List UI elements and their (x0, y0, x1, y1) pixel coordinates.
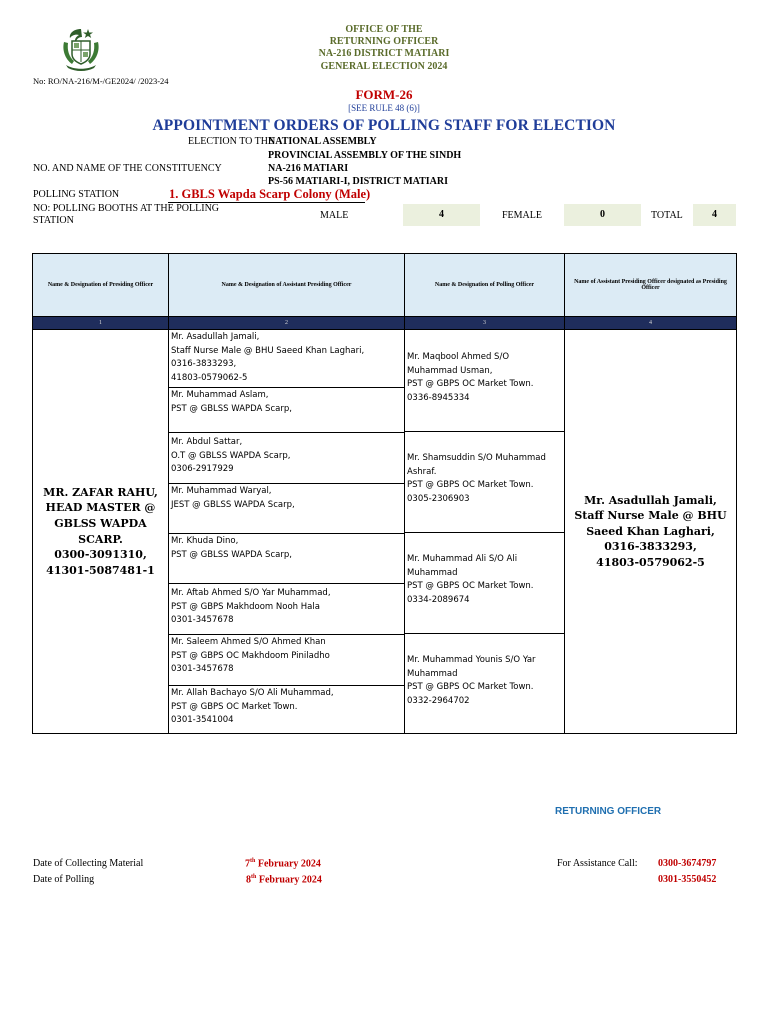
cell-line: Muhammad Usman, (407, 365, 493, 376)
male-label: MALE (320, 210, 349, 221)
column-number: 4 (565, 317, 737, 330)
cell-line: 0301-3457678 (171, 664, 234, 675)
cell-line: JEST @ GBLSS WAPDA Scarp, (171, 499, 295, 510)
polling-date-label: Date of Polling (33, 874, 95, 885)
header-designated-presiding-officer: Name of Assistant Presiding Officer designated as Presiding Officer (565, 254, 737, 317)
list-item (169, 634, 404, 685)
total-count: 4 (693, 204, 736, 226)
constituency-ps: PS-56 MATIARI-I, DISTRICT MATIARI (268, 176, 449, 187)
date-day: 7 (245, 858, 250, 870)
cell-line: Mr. Muhammad Waryal, (171, 486, 272, 496)
cell-line: PST @ GBLSS WAPDA Scarp, (171, 403, 292, 414)
cell-line: PST @ GBPS OC Market Town. (407, 682, 534, 693)
cell-line: 0300-3091310, (54, 548, 147, 562)
cell-line: MR. ZAFAR RAHU, (43, 485, 158, 499)
cell-line: Ashraf. (407, 466, 437, 477)
assistance-label: For Assistance Call: (557, 858, 638, 869)
list-item (169, 583, 404, 634)
cell-line: 0306-2917929 (171, 464, 234, 475)
form-number: FORM-26 (355, 87, 413, 102)
cell-line: Mr. Asadullah Jamali, (584, 493, 717, 507)
polling-station-label: POLLING STATION (33, 189, 120, 200)
cell-line: 0332-2964702 (407, 695, 470, 706)
date-day: 8 (246, 874, 251, 886)
collecting-material-label: Date of Collecting Material (33, 858, 144, 869)
cell-line: Mr. Khuda Dino, (171, 536, 239, 546)
cell-line: Mr. Maqbool Ahmed S/O (407, 352, 510, 362)
constituency-label: NO. AND NAME OF THE CONSTITUENCY (33, 163, 222, 174)
assistance-phone-2: 0301-3550452 (658, 874, 717, 885)
list-item (169, 533, 404, 583)
page-title: APPOINTMENT ORDERS OF POLLING STAFF FOR ELECTION (152, 117, 616, 134)
polling-staff-table (32, 253, 737, 734)
assistant-presiding-officers-cell (169, 330, 405, 734)
returning-officer-signature: RETURNING OFFICER (555, 806, 662, 817)
header-polling-officer: Name & Designation of Polling Officer (405, 254, 565, 317)
date-rest: February 2024 (255, 858, 321, 870)
cell-line: Staff Nurse Male @ BHU (574, 509, 727, 523)
cell-line: Mr. Muhammad Aslam, (171, 390, 269, 400)
office-line-4: GENERAL ELECTION 2024 (320, 61, 448, 72)
cell-line: PST @ GBPS OC Makhdoom Piniladho (171, 650, 330, 661)
polling-booths-label: NO: POLLING BOOTHS AT THE POLLING STATION (33, 203, 220, 226)
list-item (169, 387, 404, 432)
list-item (169, 483, 404, 533)
cell-line: Muhammad (407, 668, 458, 679)
cell-line: Staff Nurse Male @ BHU Saeed Khan Laghari, (171, 345, 365, 356)
total-label: TOTAL (651, 210, 683, 221)
presiding-officer-cell (33, 330, 169, 734)
reference-number: No: RO/NA-216/M-/GE2024/ /2023-24 (33, 76, 169, 86)
cell-line: Mr. Allah Bachayo S/O Ali Muhammad, (171, 688, 334, 698)
polling-date (246, 874, 322, 885)
polling-officers-cell (405, 330, 565, 734)
list-item (169, 330, 404, 387)
column-number: 3 (405, 317, 565, 330)
date-suffix: th (251, 874, 257, 880)
cell-line: PST @ GBPS OC Market Town. (171, 701, 298, 712)
date-rest: February 2024 (256, 874, 322, 886)
cell-line: O.T @ GBLSS WAPDA Scarp, (171, 450, 291, 461)
male-count: 4 (403, 204, 480, 226)
office-line-1: OFFICE OF THE (345, 24, 423, 35)
cell-line: PST @ GBPS Makhdoom Nooh Hala (171, 601, 320, 612)
cell-line: Saeed Khan Laghari, (586, 524, 715, 538)
cell-line: 0336-8945334 (407, 392, 470, 403)
election-label: ELECTION TO THE (188, 136, 275, 147)
female-count: 0 (564, 204, 641, 226)
cell-line: PST @ GBPS OC Market Town. (407, 480, 534, 491)
cell-line: PST @ GBPS OC Market Town. (407, 581, 534, 592)
cell-line: 41301-5087481-1 (46, 563, 155, 577)
female-label: FEMALE (502, 210, 542, 221)
collecting-material-date (245, 858, 321, 869)
table-header-row (33, 254, 737, 317)
cell-line: Mr. Shamsuddin S/O Muhammad (407, 453, 546, 463)
cell-line: Mr. Aftab Ahmed S/O Yar Muhammad, (171, 588, 331, 598)
list-item (405, 633, 564, 733)
office-line-3: NA-216 DISTRICT MATIARI (318, 48, 450, 59)
column-number: 1 (33, 317, 169, 330)
column-number: 2 (169, 317, 405, 330)
assistance-phone-1: 0300-3674797 (658, 858, 717, 869)
cell-line: Mr. Muhammad Younis S/O Yar (407, 655, 536, 665)
cell-line: 0301-3541004 (171, 715, 234, 726)
cell-line: Mr. Abdul Sattar, (171, 437, 243, 447)
column-number-row (33, 317, 737, 330)
cell-line: Muhammad (407, 567, 458, 578)
cell-line: HEAD MASTER @ (45, 501, 156, 515)
cell-line: 0334-2089674 (407, 594, 470, 605)
cell-line: 41803-0579062-5 (171, 372, 248, 383)
designated-presiding-officer-cell (565, 330, 737, 734)
table-row (33, 330, 737, 734)
cell-line: 41803-0579062-5 (596, 555, 705, 569)
provincial-value: PROVINCIAL ASSEMBLY OF THE SINDH (268, 150, 462, 161)
list-item (405, 330, 564, 431)
cell-line: Mr. Saleem Ahmed S/O Ahmed Khan (171, 637, 326, 647)
election-value: NATIONAL ASSEMBLY (268, 136, 377, 147)
office-line-2: RETURNING OFFICER (329, 36, 439, 47)
cell-line: 0316-3833293, (171, 359, 237, 370)
polling-station-value: 1. GBLS Wapda Scarp Colony (Male) (169, 187, 371, 201)
cell-line: GBLSS WAPDA SCARP. (54, 516, 147, 546)
cell-line: 0301-3457678 (171, 615, 234, 626)
cell-line: PST @ GBPS OC Market Town. (407, 379, 534, 390)
rule-reference: [SEE RULE 48 (6)] (348, 103, 420, 113)
date-suffix: th (250, 858, 256, 864)
cell-line: 0305-2306903 (407, 493, 470, 504)
constituency-na: NA-216 MATIARI (268, 163, 349, 174)
header-assistant-presiding-officer: Name & Designation of Assistant Presiding Officer (169, 254, 405, 317)
list-item (405, 431, 564, 532)
list-item (169, 685, 404, 733)
list-item (169, 432, 404, 483)
cell-line: Mr. Muhammad Ali S/O Ali (407, 554, 518, 564)
cell-line: PST @ GBLSS WAPDA Scarp, (171, 549, 292, 560)
cell-line: Mr. Asadullah Jamali, (171, 332, 260, 342)
list-item (405, 532, 564, 633)
cell-line: 0316-3833293, (604, 540, 697, 554)
header-presiding-officer: Name & Designation of Presiding Officer (33, 254, 169, 317)
